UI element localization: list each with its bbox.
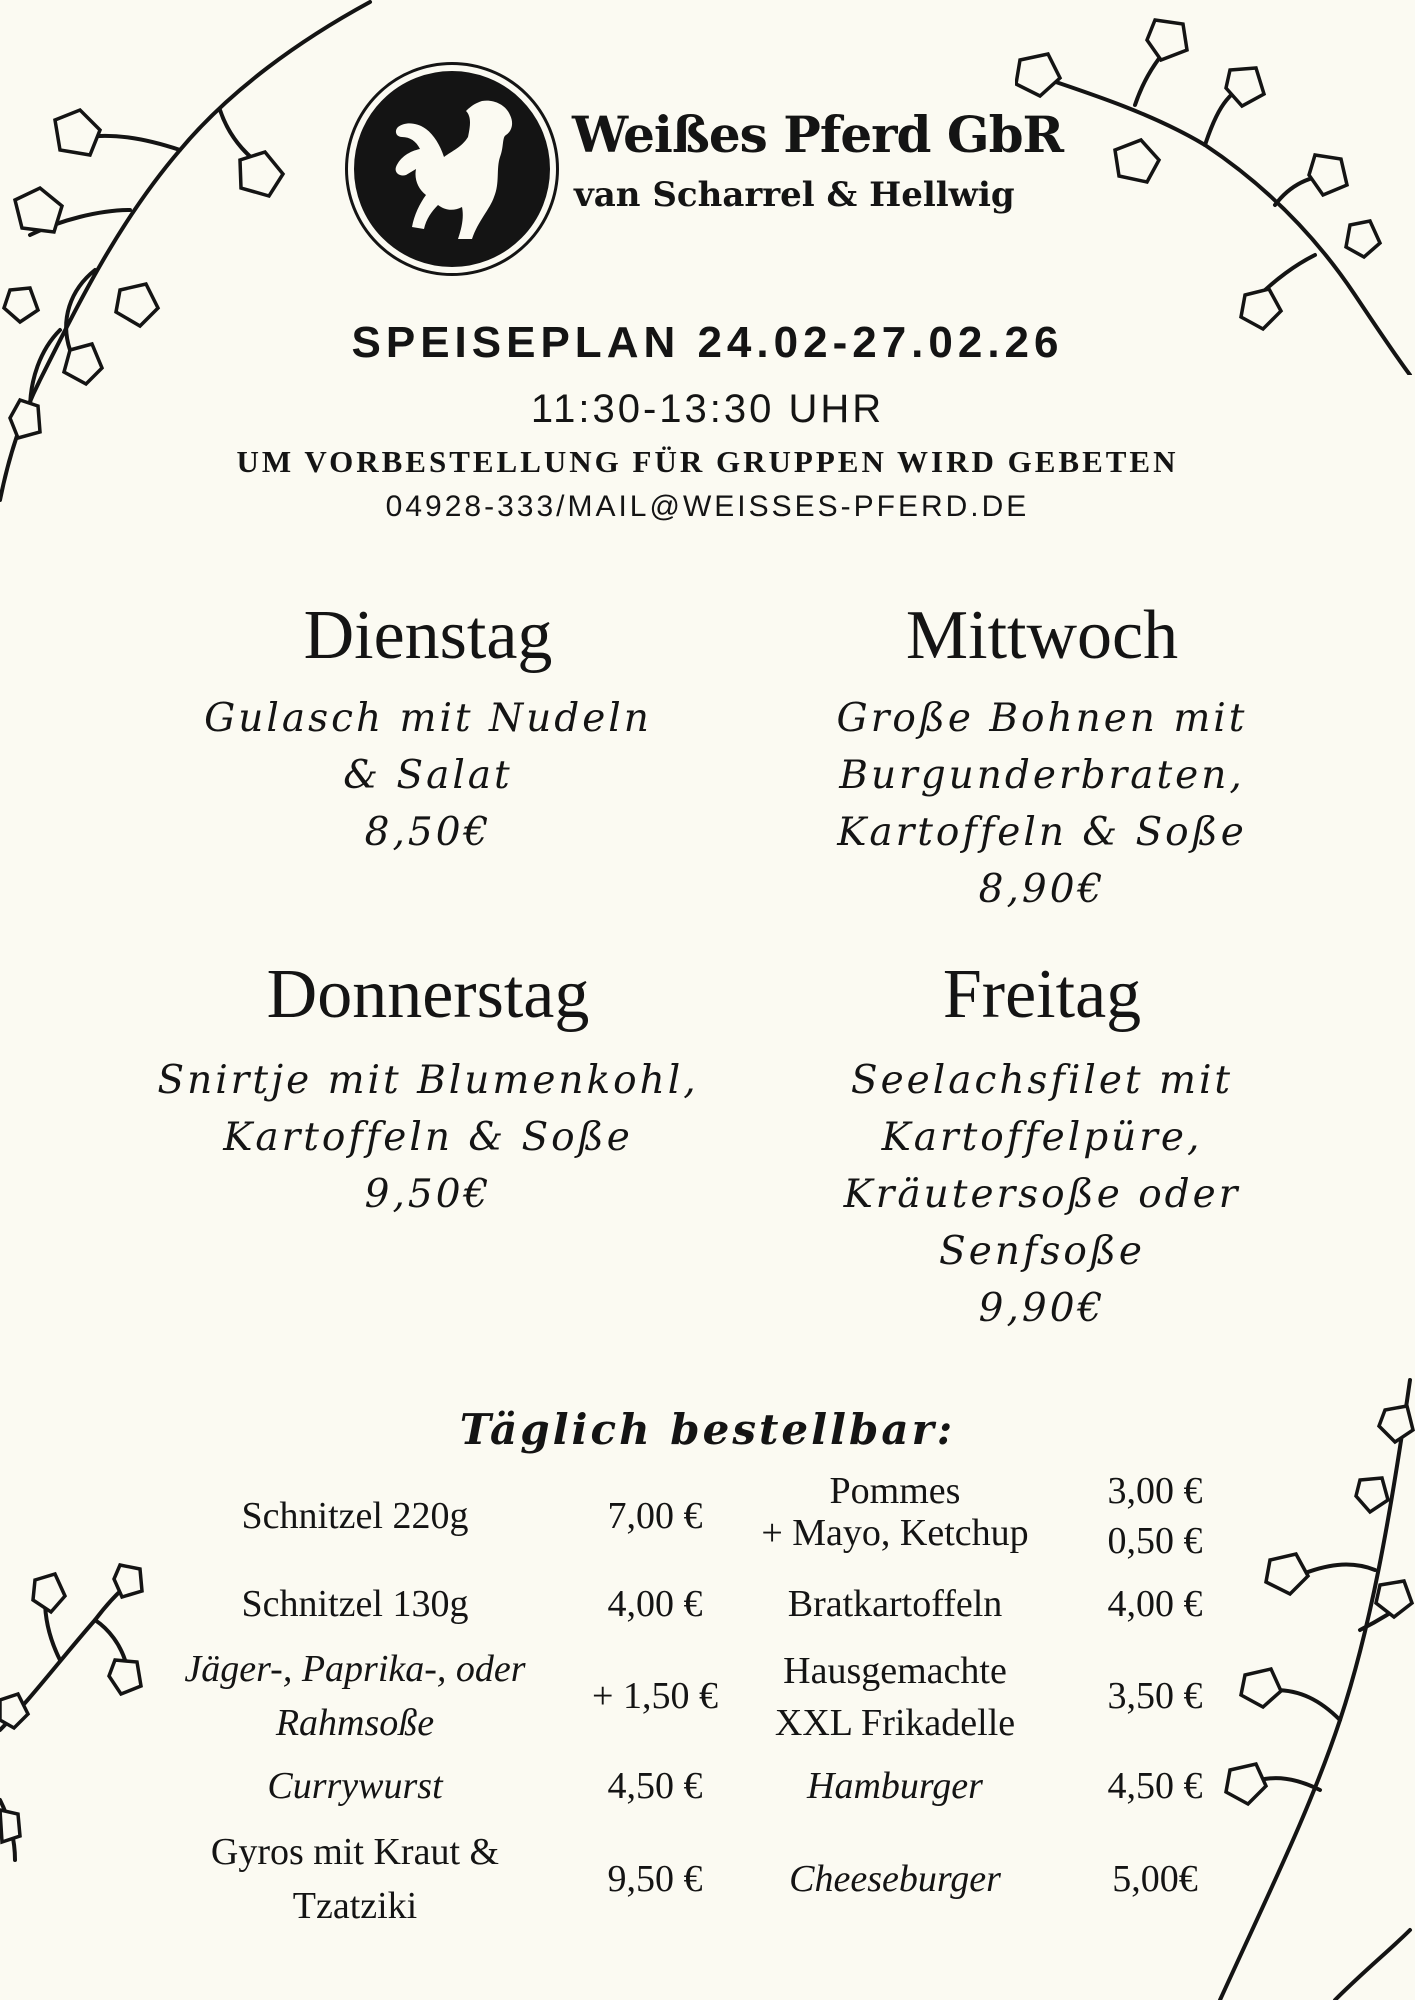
- daily-item-name: Schnitzel 130g: [241, 1583, 469, 1625]
- dish-line: Kartoffeln & Soße: [223, 1115, 633, 1160]
- daily-item-name: Currywurst: [267, 1765, 443, 1807]
- day-title-freitag: Freitag: [942, 956, 1142, 1033]
- dish-line: Kartoffeln & Soße: [837, 810, 1247, 855]
- daily-item-price-line: 0,50 €: [1107, 1520, 1203, 1562]
- daily-item-price: 4,50 €: [607, 1765, 703, 1807]
- dish-line: Große Bohnen mit: [836, 696, 1248, 741]
- flower-branch-top-left-icon: [0, 0, 380, 520]
- daily-item-line: Hausgemachte: [783, 1650, 1007, 1692]
- daily-item-name: Schnitzel 220g: [241, 1495, 469, 1537]
- dish-line: Seelachsfilet mit: [850, 1058, 1234, 1103]
- daily-item-line: XXL Frikadelle: [774, 1702, 1016, 1744]
- day-dish-donnerstag: [118, 1052, 738, 1223]
- daily-item-name: Hamburger: [807, 1765, 983, 1807]
- daily-item-price: 4,00 €: [607, 1583, 703, 1625]
- group-booking-note: UM VORBESTELLUNG FÜR GRUPPEN WIRD GEBETEN: [236, 444, 1179, 479]
- brand-name: Weißes Pferd GbR: [572, 105, 1064, 164]
- daily-item-price: 4,00 €: [1107, 1583, 1203, 1625]
- daily-menu-title: Täglich bestellbar:: [459, 1405, 956, 1454]
- daily-item-name: [740, 1470, 1050, 1554]
- dish-line: Gulasch mit Nudeln: [204, 696, 652, 741]
- dish-line: Kartoffelpüre,: [881, 1115, 1203, 1160]
- menu-title: SPEISEPLAN 24.02-27.02.26: [351, 318, 1064, 367]
- daily-item-price-line: 3,00 €: [1107, 1470, 1203, 1512]
- dish-line: Snirtje mit Blumenkohl,: [157, 1058, 699, 1103]
- day-title-dienstag: Dienstag: [303, 597, 553, 674]
- flower-branch-bottom-left-icon: [0, 1550, 150, 1870]
- daily-item-price: + 1,50 €: [592, 1675, 718, 1717]
- daily-item-price: [1065, 1466, 1245, 1566]
- daily-item-price: 9,50 €: [607, 1858, 703, 1900]
- daily-item-line: Rahmsoße: [275, 1702, 435, 1744]
- dish-line: Burgunderbraten,: [839, 753, 1245, 798]
- daily-item-name: [140, 1828, 570, 1930]
- day-title-mittwoch: Mittwoch: [905, 597, 1179, 674]
- daily-item-price: 5,00€: [1112, 1858, 1198, 1900]
- horse-logo-icon: [348, 65, 556, 273]
- opening-hours: 11:30-13:30 UHR: [530, 387, 885, 431]
- daily-item-line: Tzatziki: [292, 1885, 418, 1927]
- daily-item-line: + Mayo, Ketchup: [761, 1512, 1029, 1554]
- brand-subtitle: van Scharrel & Hellwig: [574, 175, 1015, 215]
- daily-item-line: Gyros mit Kraut &: [210, 1831, 500, 1873]
- contact-info: 04928-333/MAIL@WEISSES-PFERD.DE: [385, 490, 1030, 523]
- dish-line: Kräutersoße oder: [843, 1172, 1241, 1217]
- dish-price: 8,90€: [978, 867, 1106, 912]
- dish-line: & Salat: [343, 753, 513, 798]
- dish-line: Senfsoße: [939, 1229, 1145, 1274]
- daily-item-line: Jäger-, Paprika-, oder: [184, 1648, 526, 1690]
- day-dish-dienstag: [118, 690, 738, 861]
- daily-item-name: Bratkartoffeln: [787, 1583, 1003, 1625]
- daily-item-price: 4,50 €: [1107, 1765, 1203, 1807]
- dish-price: 9,90€: [978, 1286, 1106, 1331]
- daily-item-price: 3,50 €: [1107, 1675, 1203, 1717]
- day-dish-mittwoch: [732, 690, 1352, 918]
- dish-price: 8,50€: [364, 810, 492, 855]
- daily-item-line: Pommes: [829, 1470, 961, 1512]
- day-title-donnerstag: Donnerstag: [266, 956, 590, 1033]
- day-dish-freitag: [732, 1052, 1352, 1337]
- daily-item-name: [740, 1645, 1050, 1749]
- daily-item-name: [140, 1645, 570, 1747]
- dish-price: 9,50€: [364, 1172, 492, 1217]
- daily-item-price: 7,00 €: [607, 1495, 703, 1537]
- daily-item-name: Cheeseburger: [789, 1858, 1001, 1900]
